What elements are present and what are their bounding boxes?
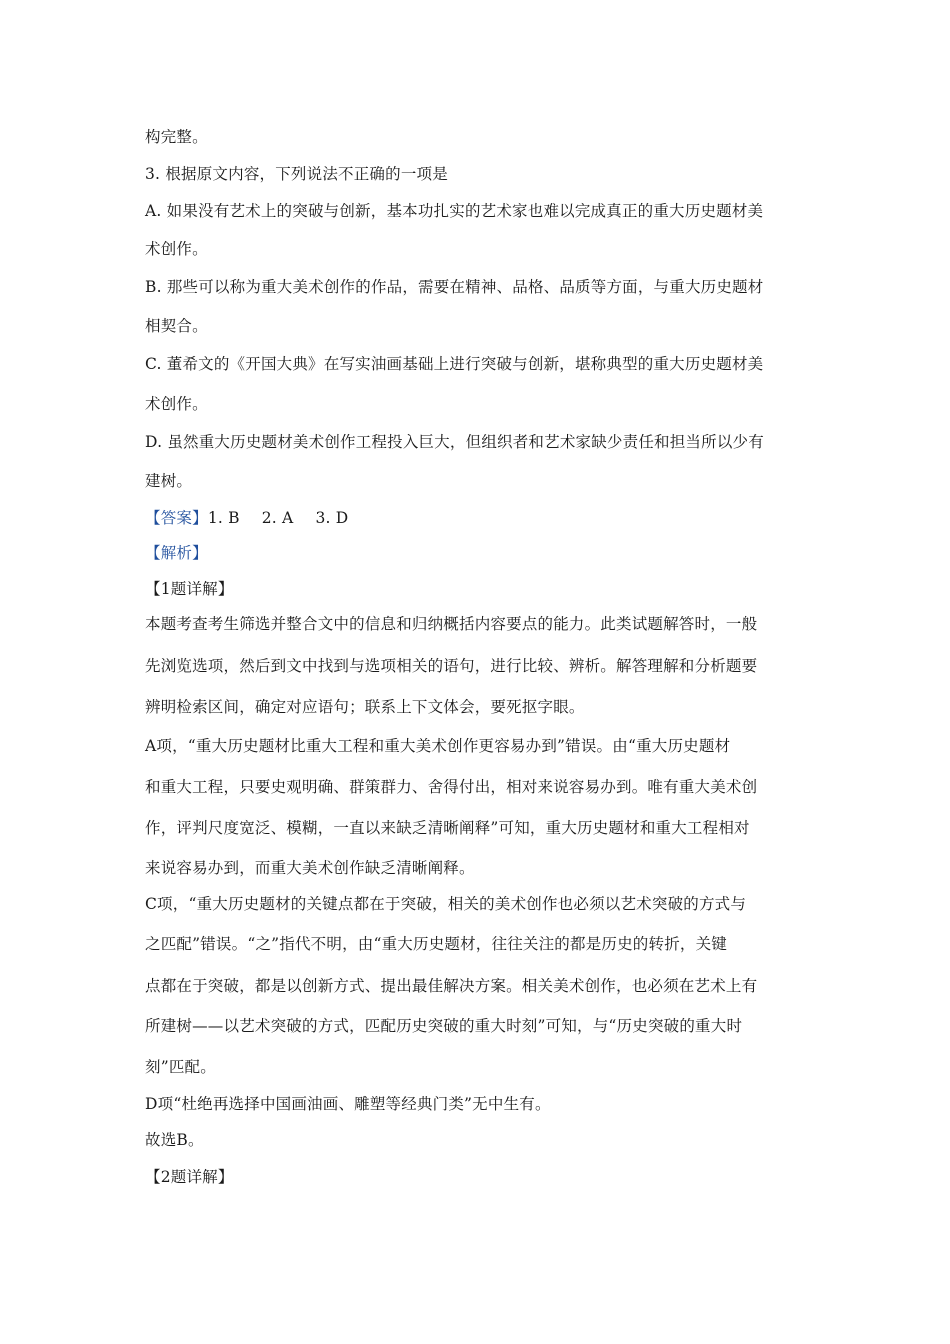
option-d-line-2: 建树。 xyxy=(145,472,193,490)
q2-heading: 【2题详解】 xyxy=(145,1168,234,1186)
answer-item: 1. B xyxy=(207,509,240,527)
answer-line xyxy=(145,508,370,528)
option-b-line-1: B. 那些可以称为重大美术创作的作品，需要在精神、品格、品质等方面，与重大历史题材 xyxy=(145,278,764,296)
answer-item: 2. A xyxy=(261,509,294,527)
q1-text-line: 来说容易办到，而重大美术创作缺乏清晰阐释。 xyxy=(145,859,475,877)
q1-text-line: 本题考查考生筛选并整合文中的信息和归纳概括内容要点的能力。此类试题解答时，一般 xyxy=(145,615,758,633)
option-b-line-2: 相契合。 xyxy=(145,317,208,335)
q1-text-line: 刻”匹配。 xyxy=(145,1058,216,1076)
q1-text-line: 所建树——以艺术突破的方式，匹配历史突破的重大时刻”可知，与“历史突破的重大时 xyxy=(145,1017,743,1035)
q1-text-line: 辨明检索区间，确定对应语句；联系上下文体会，要死抠字眼。 xyxy=(145,698,585,716)
q1-text-line: 先浏览选项，然后到文中找到与选项相关的语句，进行比较、辨析。解答理解和分析题要 xyxy=(145,657,758,675)
option-d-line-1: D. 虽然重大历史题材美术创作工程投入巨大，但组织者和艺术家缺少责任和担当所以少有 xyxy=(145,433,764,451)
option-c-line-2: 术创作。 xyxy=(145,395,208,413)
q1-heading: 【1题详解】 xyxy=(145,580,234,598)
q1-text-line: 作，评判尺度宽泛、模糊，一直以来缺乏清晰阐释”可知，重大历史题材和重大工程相对 xyxy=(145,819,750,837)
answer-label: 【答案】 xyxy=(145,509,208,527)
q1-text-line: C项，“重大历史题材的关键点都在于突破，相关的美术创作也必须以艺术突破的方式与 xyxy=(145,895,747,913)
option-a-line-2: 术创作。 xyxy=(145,240,208,258)
q1-text-line: 点都在于突破，都是以创新方式、提出最佳解决方案。相关美术创作，也必须在艺术上有 xyxy=(145,977,758,995)
q1-text-line: D项“杜绝再选择中国画油画、雕塑等经典门类”无中生有。 xyxy=(145,1095,551,1113)
q1-text-line: 之匹配”错误。“之”指代不明，由“重大历史题材，往往关注的都是历史的转折，关键 xyxy=(145,935,727,953)
q1-text-line: 和重大工程，只要史观明确、群策群力、舍得付出，相对来说容易办到。唯有重大美术创 xyxy=(145,778,758,796)
q1-text-line: A项，“重大历史题材比重大工程和重大美术创作更容易办到”错误。由“重大历史题材 xyxy=(145,737,731,755)
analysis-label: 【解析】 xyxy=(145,544,208,562)
answer-item: 3. D xyxy=(315,509,349,527)
question-3-stem: 3. 根据原文内容，下列说法不正确的一项是 xyxy=(145,165,448,183)
option-a-line-1: A. 如果没有艺术上的突破与创新，基本功扎实的艺术家也难以完成真正的重大历史题材美 xyxy=(145,202,764,220)
text-line: 构完整。 xyxy=(145,128,208,146)
q1-conclusion: 故选B。 xyxy=(145,1131,204,1149)
option-c-line-1: C. 董希文的《开国大典》在写实油画基础上进行突破与创新，堪称典型的重大历史题材美 xyxy=(145,355,764,373)
